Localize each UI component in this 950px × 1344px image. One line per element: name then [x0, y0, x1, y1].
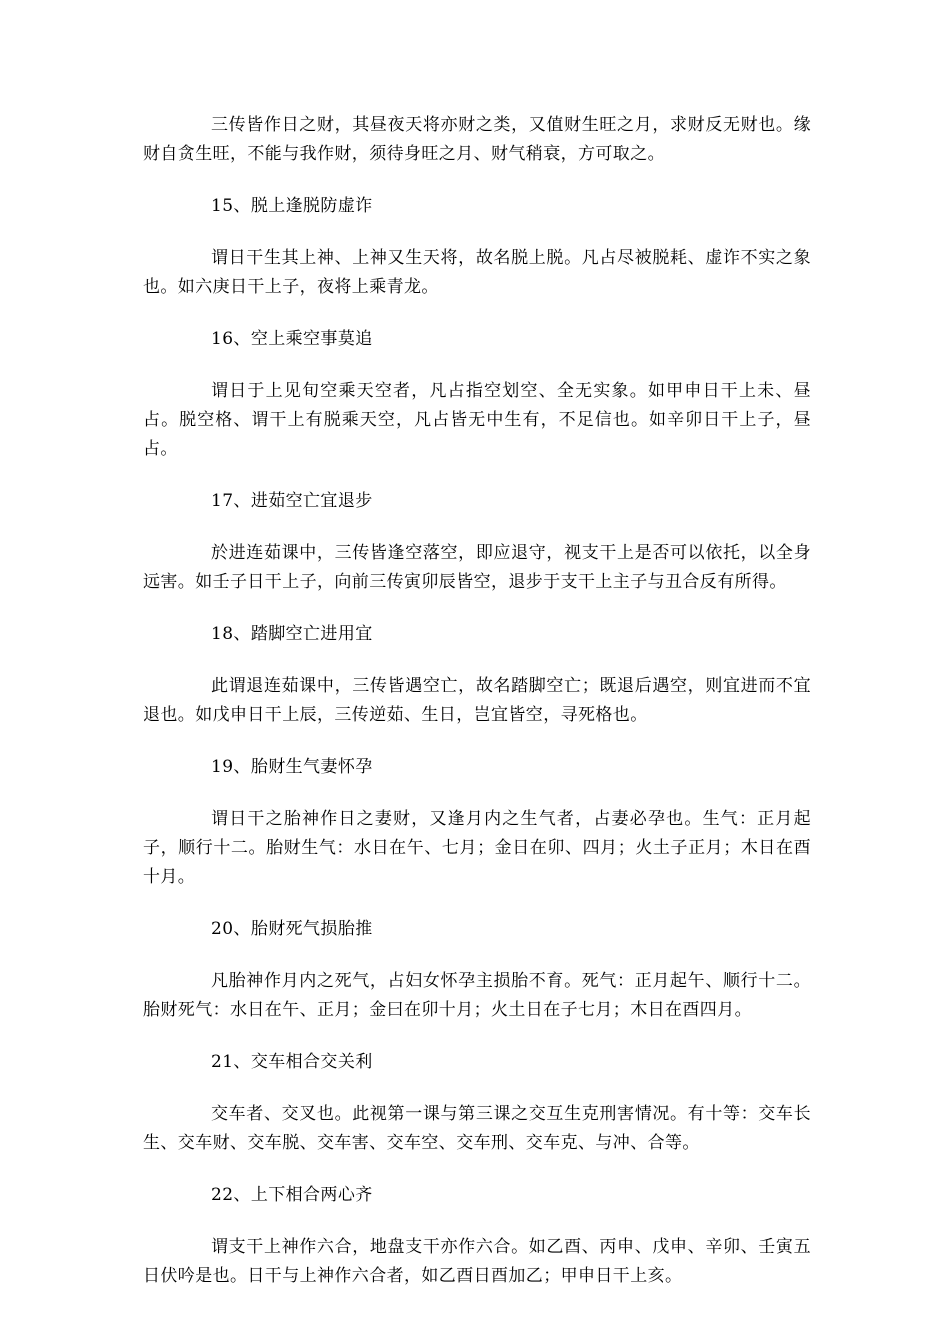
section-body-17: 於进连茹课中，三传皆逢空落空，即应退守，视支干上是否可以依托，以全身远害。如壬子日干上子，向前三传寅卯辰皆空，退步于支干上主子与丑合反有所得。 — [143, 543, 811, 592]
section-heading-15: 15、脱上逢脱防虚诈 — [211, 196, 373, 216]
section-body-19: 谓日干之胎神作日之妻财，又逢月内之生气者，占妻必孕也。生气：正月起子，顺行十二。胎财生气：水日在午、七月；金日在卯、四月；火土子正月；木日在酉十月。 — [143, 809, 811, 887]
section-body-21: 交车者、交叉也。此视第一课与第三课之交互生克刑害情况。有十等：交车长生、交车财、交车脱、交车害、交车空、交车刑、交车克、与冲、合等。 — [143, 1104, 811, 1153]
section-body-22: 谓支干上神作六合，地盘支干亦作六合。如乙酉、丙申、戊申、辛卯、壬寅五日伏吟是也。日干与上神作六合者，如乙酉日酉加乙；甲申日干上亥。 — [143, 1237, 811, 1286]
paragraph-intro: 三传皆作日之财，其昼夜天将亦财之类，又值财生旺之月，求财反无财也。缘财自贪生旺，不能与我作财，须待身旺之月、财气稍衰，方可取之。 — [143, 115, 811, 164]
document-body — [143, 111, 811, 1314]
section-heading-20: 20、胎财死气损胎推 — [211, 919, 373, 939]
section-heading-16: 16、空上乘空事莫追 — [211, 329, 373, 349]
section-body-18: 此谓退连茹课中，三传皆遇空亡，故名踏脚空亡；既退后遇空，则宜进而不宜退也。如戊申日干上辰，三传逆茹、生日，岂宜皆空，寻死格也。 — [143, 676, 811, 725]
section-heading-18: 18、踏脚空亡进用宜 — [211, 624, 373, 644]
section-body-20: 凡胎神作月内之死气，占妇女怀孕主损胎不育。死气：正月起午、顺行十二。胎财死气：水日在午、正月；金曰在卯十月；火土日在子七月；木日在酉四月。 — [143, 971, 811, 1020]
section-body-16: 谓日于上见旬空乘天空者，凡占指空划空、全无实象。如甲申日干上未、昼占。脱空格、谓干上有脱乘天空，凡占皆无中生有，不足信也。如辛卯日干上子，昼占。 — [143, 381, 811, 459]
section-heading-17: 17、进茹空亡宜退步 — [211, 491, 373, 511]
section-heading-21: 21、交车相合交关利 — [211, 1052, 373, 1072]
section-heading-22: 22、上下相合两心齐 — [211, 1185, 373, 1205]
section-heading-19: 19、胎财生气妻怀孕 — [211, 757, 373, 777]
section-body-15: 谓日干生其上神、上神又生天将，故名脱上脱。凡占尽被脱耗、虚诈不实之象也。如六庚日干上子，夜将上乘青龙。 — [143, 248, 811, 297]
